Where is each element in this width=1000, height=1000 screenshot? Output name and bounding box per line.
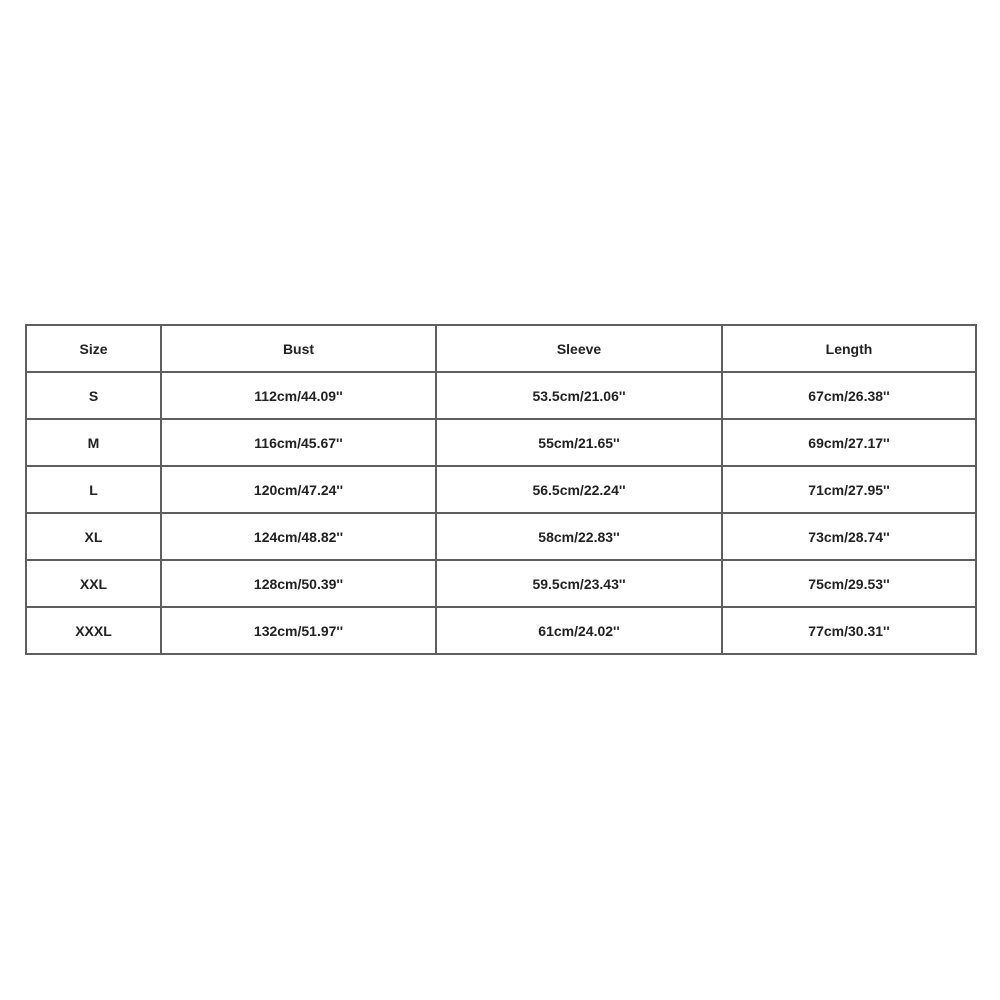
header-bust: Bust <box>161 325 436 372</box>
size-chart-header <box>26 325 976 372</box>
cell-size: S <box>26 372 161 419</box>
cell-bust: 128cm/50.39'' <box>161 560 436 607</box>
cell-sleeve: 59.5cm/23.43'' <box>436 560 722 607</box>
table-row <box>26 513 976 560</box>
cell-size: XXXL <box>26 607 161 654</box>
table-row <box>26 607 976 654</box>
cell-bust: 116cm/45.67'' <box>161 419 436 466</box>
cell-length: 77cm/30.31'' <box>722 607 976 654</box>
cell-sleeve: 55cm/21.65'' <box>436 419 722 466</box>
cell-bust: 112cm/44.09'' <box>161 372 436 419</box>
header-size: Size <box>26 325 161 372</box>
cell-size: XL <box>26 513 161 560</box>
table-row <box>26 419 976 466</box>
cell-bust: 132cm/51.97'' <box>161 607 436 654</box>
cell-size: M <box>26 419 161 466</box>
cell-size: L <box>26 466 161 513</box>
header-row <box>26 325 976 372</box>
cell-sleeve: 58cm/22.83'' <box>436 513 722 560</box>
cell-length: 71cm/27.95'' <box>722 466 976 513</box>
header-length: Length <box>722 325 976 372</box>
cell-sleeve: 61cm/24.02'' <box>436 607 722 654</box>
table-row <box>26 372 976 419</box>
cell-sleeve: 56.5cm/22.24'' <box>436 466 722 513</box>
cell-size: XXL <box>26 560 161 607</box>
size-chart-body <box>26 372 976 654</box>
cell-length: 67cm/26.38'' <box>722 372 976 419</box>
cell-length: 69cm/27.17'' <box>722 419 976 466</box>
cell-bust: 120cm/47.24'' <box>161 466 436 513</box>
cell-sleeve: 53.5cm/21.06'' <box>436 372 722 419</box>
table-row <box>26 466 976 513</box>
table-row <box>26 560 976 607</box>
size-chart-table <box>25 324 977 655</box>
cell-length: 73cm/28.74'' <box>722 513 976 560</box>
cell-length: 75cm/29.53'' <box>722 560 976 607</box>
cell-bust: 124cm/48.82'' <box>161 513 436 560</box>
header-sleeve: Sleeve <box>436 325 722 372</box>
